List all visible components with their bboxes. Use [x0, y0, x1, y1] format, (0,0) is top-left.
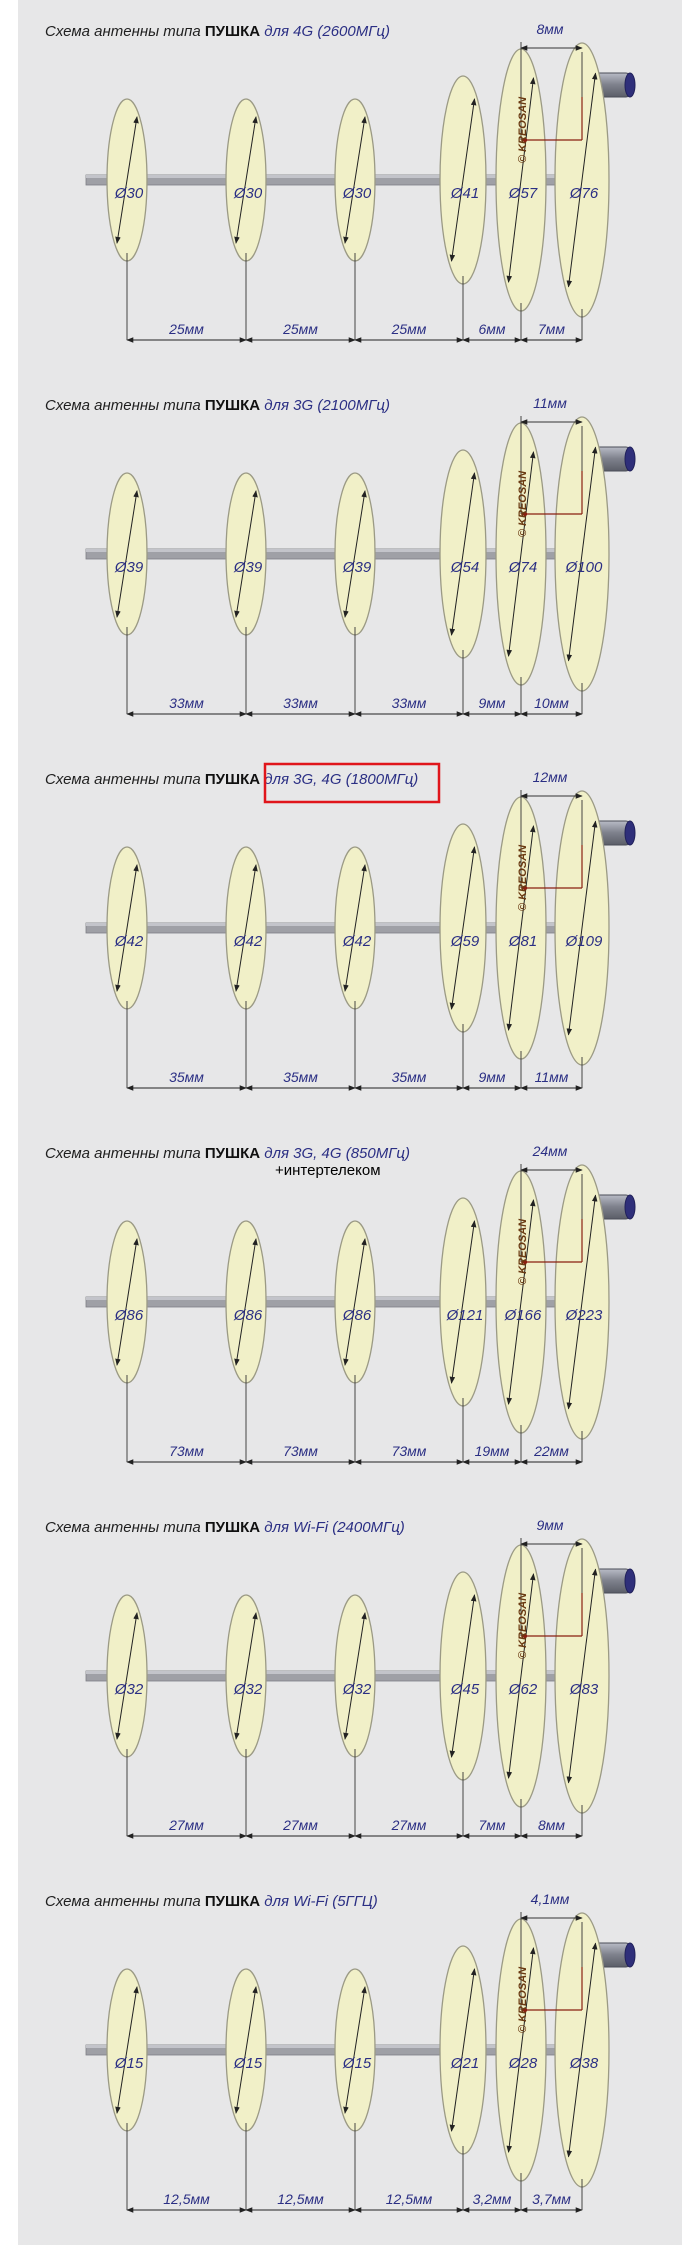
disc-element — [440, 1198, 486, 1462]
cable-end — [625, 447, 635, 471]
spacing-label: 35мм — [169, 1069, 204, 1085]
spacing-label: 27мм — [283, 1817, 318, 1833]
spacing-label: 7мм — [538, 321, 565, 337]
disc-element — [226, 99, 266, 340]
spacing-label: 12,5мм — [385, 2191, 433, 2207]
spacing-label: 3,7мм — [532, 2191, 571, 2207]
spacing-label: 33мм — [283, 695, 318, 711]
cable-end — [625, 1943, 635, 1967]
kreosan-watermark: © KREOSAN — [517, 470, 529, 538]
disc-diameter-label: Ø30 — [342, 185, 372, 202]
title-prefix: Схема антенны типа — [45, 1893, 205, 1910]
top-gap-label: 24мм — [532, 1143, 568, 1159]
spacing-label: 12,5мм — [163, 2191, 210, 2207]
title-prefix: Схема антенны типа — [45, 397, 205, 414]
kreosan-watermark: © KREOSAN — [517, 96, 529, 164]
disc-diameter-label: Ø41 — [450, 185, 480, 202]
disc-diameter-label: Ø30 — [114, 185, 144, 202]
title-type: ПУШКА — [204, 397, 261, 414]
disc-element — [107, 99, 147, 340]
title-prefix: Схема антенны типа — [45, 771, 205, 788]
disc-diameter-label: Ø109 — [565, 933, 603, 950]
disc-diameter-label: Ø223 — [565, 1307, 603, 1324]
kreosan-watermark: © KREOSAN — [517, 844, 529, 912]
scheme-title — [45, 771, 418, 788]
disc-diameter-label: Ø59 — [450, 933, 480, 950]
scheme-title — [45, 1519, 405, 1536]
top-gap-label: 11мм — [533, 395, 567, 411]
spacing-label: 73мм — [283, 1443, 318, 1459]
disc-element — [107, 1969, 147, 2210]
title-prefix: Схема антенны типа — [45, 1145, 205, 1162]
disc-element — [440, 450, 486, 714]
spacing-label: 73мм — [169, 1443, 204, 1459]
disc-diameter-label: Ø15 — [233, 2055, 263, 2072]
disc-diameter-label: Ø15 — [342, 2055, 372, 2072]
disc-diameter-label: Ø83 — [569, 1681, 599, 1698]
scheme-title — [45, 397, 390, 414]
cable-end — [625, 821, 635, 845]
disc-diameter-label: Ø81 — [508, 933, 538, 950]
spacing-label: 25мм — [283, 321, 318, 337]
spacing-label: 22мм — [534, 1443, 569, 1459]
title-frequency: для Wi-Fi (2400МГц) — [260, 1519, 405, 1536]
antenna-scheme — [45, 1891, 635, 2210]
cable-end — [625, 1569, 635, 1593]
disc-diameter-label: Ø42 — [342, 933, 372, 950]
spacing-label: 25мм — [391, 321, 427, 337]
spacing-label: 9мм — [478, 1069, 506, 1085]
spacing-label: 33мм — [391, 695, 427, 711]
disc-diameter-label: Ø74 — [508, 559, 538, 576]
disc-diameter-label: Ø76 — [569, 185, 599, 202]
spacing-label: 3,2мм — [472, 2191, 512, 2207]
top-gap-label: 4,1мм — [530, 1891, 570, 1907]
disc-diameter-label: Ø39 — [342, 559, 372, 576]
spacing-label: 11мм — [534, 1069, 569, 1085]
title-prefix: Схема антенны типа — [45, 1519, 205, 1536]
spacing-label: 27мм — [169, 1817, 204, 1833]
disc-diameter-label: Ø28 — [508, 2055, 538, 2072]
top-gap-label: 12мм — [532, 769, 568, 785]
title-frequency: для Wi-Fi (5ГГЦ) — [260, 1893, 378, 1910]
disc-diameter-label: Ø54 — [450, 559, 480, 576]
disc-diameter-label: Ø21 — [450, 2055, 480, 2072]
antenna-scheme — [45, 395, 635, 714]
disc-diameter-label: Ø32 — [233, 1681, 263, 1698]
spacing-label: 27мм — [391, 1817, 427, 1833]
title-note: +интертелеком — [275, 1162, 381, 1179]
disc-diameter-label: Ø86 — [114, 1307, 144, 1324]
spacing-label: 19мм — [474, 1443, 510, 1459]
title-prefix: Схема антенны типа — [45, 23, 205, 40]
title-type: ПУШКА — [204, 771, 261, 788]
title-frequency: для 4G (2600МГц) — [260, 23, 390, 40]
spacing-label: 35мм — [391, 1069, 427, 1085]
disc-element — [226, 1595, 266, 1836]
spacing-label: 73мм — [391, 1443, 427, 1459]
disc-diameter-label: Ø42 — [233, 933, 263, 950]
disc-element — [107, 847, 147, 1088]
title-type: ПУШКА — [204, 1519, 261, 1536]
disc-element — [107, 1221, 147, 1462]
disc-diameter-label: Ø57 — [508, 185, 538, 202]
disc-element — [335, 473, 375, 714]
disc-diameter-label: Ø32 — [342, 1681, 372, 1698]
title-frequency: для 3G, 4G (1800МГц) — [260, 771, 419, 788]
title-frequency: для 3G, 4G (850МГц) — [260, 1145, 410, 1162]
disc-element — [226, 1969, 266, 2210]
spacing-label: 8мм — [538, 1817, 565, 1833]
disc-element — [226, 847, 266, 1088]
antenna-scheme — [45, 1143, 635, 1462]
spacing-label: 9мм — [478, 695, 506, 711]
disc-diameter-label: Ø42 — [114, 933, 144, 950]
disc-element — [440, 1572, 486, 1836]
disc-diameter-label: Ø121 — [446, 1307, 484, 1324]
disc-element — [335, 1969, 375, 2210]
antenna-scheme — [45, 21, 635, 340]
antenna-scheme — [45, 764, 635, 1088]
spacing-label: 10мм — [534, 695, 569, 711]
disc-diameter-label: Ø86 — [233, 1307, 263, 1324]
disc-diameter-label: Ø62 — [508, 1681, 538, 1698]
disc-element — [226, 473, 266, 714]
spacing-label: 6мм — [478, 321, 506, 337]
disc-diameter-label: Ø38 — [569, 2055, 599, 2072]
disc-diameter-label: Ø32 — [114, 1681, 144, 1698]
disc-diameter-label: Ø30 — [233, 185, 263, 202]
spacing-label: 7мм — [478, 1817, 506, 1833]
disc-diameter-label: Ø166 — [504, 1307, 542, 1324]
disc-element — [440, 76, 486, 340]
disc-diameter-label: Ø100 — [565, 559, 603, 576]
top-gap-label: 8мм — [536, 21, 564, 37]
disc-element — [335, 847, 375, 1088]
disc-element — [107, 473, 147, 714]
spacing-label: 35мм — [283, 1069, 318, 1085]
disc-diameter-label: Ø15 — [114, 2055, 144, 2072]
disc-element — [107, 1595, 147, 1836]
scheme-title — [45, 1893, 378, 1910]
kreosan-watermark: © KREOSAN — [517, 1592, 529, 1660]
disc-element — [335, 1595, 375, 1836]
disc-element — [226, 1221, 266, 1462]
scheme-title — [45, 23, 390, 40]
cable-end — [625, 1195, 635, 1219]
disc-diameter-label: Ø45 — [450, 1681, 480, 1698]
cable-end — [625, 73, 635, 97]
disc-diameter-label: Ø39 — [233, 559, 263, 576]
spacing-label: 12,5мм — [277, 2191, 324, 2207]
disc-element — [335, 1221, 375, 1462]
disc-element — [440, 824, 486, 1088]
disc-diameter-label: Ø39 — [114, 559, 144, 576]
title-type: ПУШКА — [204, 1893, 261, 1910]
antenna-scheme — [45, 1517, 635, 1836]
title-type: ПУШКА — [204, 1145, 261, 1162]
spacing-label: 25мм — [169, 321, 204, 337]
top-gap-label: 9мм — [536, 1517, 564, 1533]
kreosan-watermark: © KREOSAN — [517, 1966, 529, 2034]
title-frequency: для 3G (2100МГц) — [260, 397, 390, 414]
scheme-title — [45, 1145, 410, 1162]
disc-element — [440, 1946, 486, 2210]
spacing-label: 33мм — [169, 695, 204, 711]
disc-diameter-label: Ø86 — [342, 1307, 372, 1324]
disc-element — [335, 99, 375, 340]
title-type: ПУШКА — [204, 23, 261, 40]
kreosan-watermark: © KREOSAN — [517, 1218, 529, 1286]
